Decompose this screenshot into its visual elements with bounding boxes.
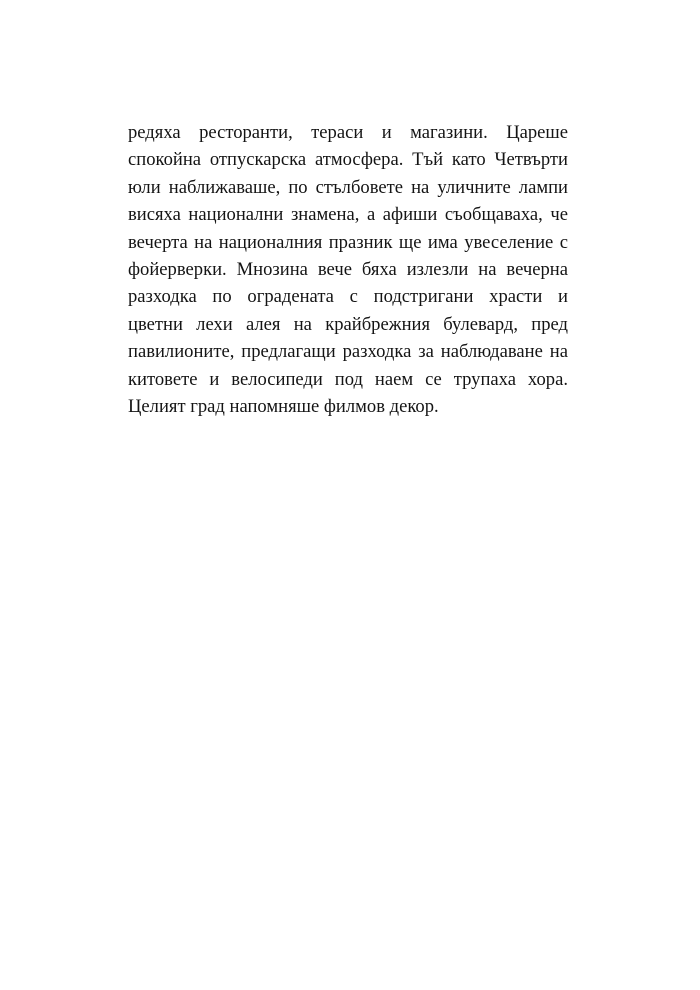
paragraph-line: цветни лехи алея на крайбрежния булевард, пред (128, 313, 568, 335)
paragraph-line: китовете и велосипеди под наем се трупаха хора. (128, 368, 568, 390)
paragraph-line: фойерверки. Мнозина вече бяха излезли на вечерна (128, 258, 568, 280)
paragraph-line: павилионите, предлагащи разходка за наблюдаване на (128, 341, 568, 363)
paragraph-line-last: Целият град напомняше филмов декор. (128, 395, 439, 417)
paragraph-line: вечерта на националния празник ще има увеселение с (128, 231, 568, 253)
paragraph-line: разходка по оградената с подстригани храсти и (128, 286, 568, 308)
paragraph-line: юли наближаваше, по стълбовете на уличните лампи (128, 176, 568, 198)
body-paragraph (128, 119, 568, 420)
paragraph-line: спокойна отпускарска атмосфера. Тъй като Четвърти (128, 149, 568, 171)
paragraph-line: редяха ресторанти, тераси и магазини. Цареше (128, 122, 568, 143)
paragraph-line: висяха национални знамена, а афиши съобщаваха, че (128, 204, 568, 226)
